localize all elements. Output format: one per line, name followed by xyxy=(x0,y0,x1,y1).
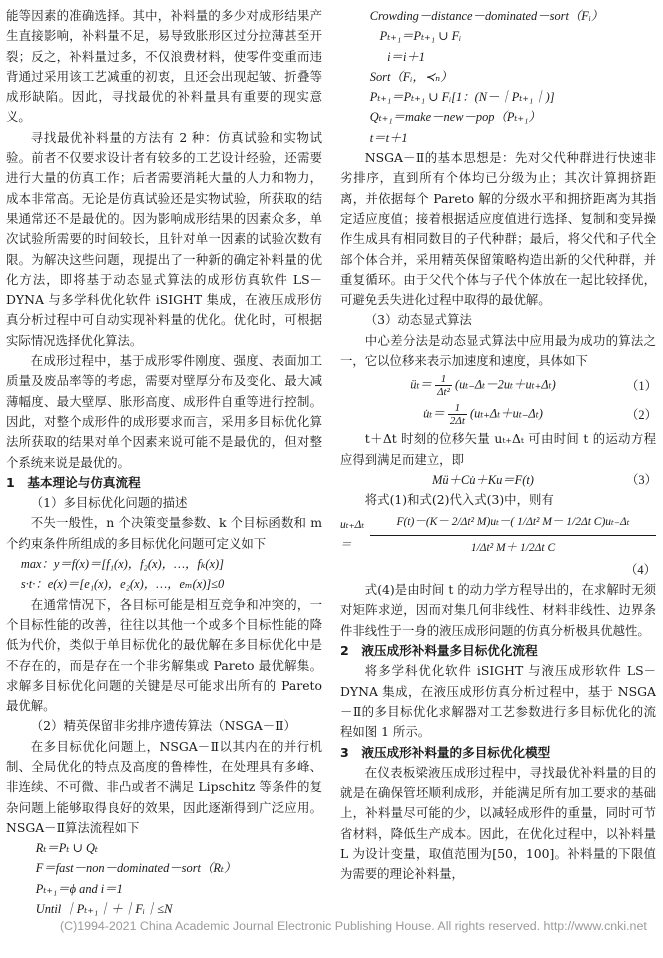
equation-1-rhs: (uₜ₋Δₜ－2uₜ＋uₜ₊Δₜ) xyxy=(454,377,556,392)
equation-number: （1） xyxy=(626,378,657,393)
equation-objective: max：y＝f(x)＝[f₁(x)，f₂(x)，…，fₖ(x)] xyxy=(20,557,224,572)
algorithm-line: Sort（Fᵢ，≺ₙ） xyxy=(369,69,453,84)
equation-1-lhs: üₜ＝ xyxy=(410,377,432,392)
equation-2-rhs: (uₜ₊Δₜ＋uₜ₋Δₜ) xyxy=(470,406,543,421)
paragraph: 将式(1)和式(2)代入式(3)中，则有 xyxy=(364,491,554,507)
equation-2 xyxy=(340,402,656,427)
subsection-heading: （1）多目标优化问题的描述 xyxy=(30,495,188,511)
paragraph: 不失一般性，n 个决策变量参数、k 个目标函数和 m 个约束条件所组成的多目标优化问题可定义如下 xyxy=(6,515,322,551)
paragraph: 式(4)是由时间 t 的动力学方程导出的，在求解时无须对矩阵求逆，因而对集几何非线性、材料非线性、边界条件非线性于一身的液压成形问题的仿真分析极具优越性。 xyxy=(340,582,656,638)
equation-4-numerator: F(t)－(K－ 2/Δt² M)uₜ－( 1/Δt² M－ 1/2Δt C)uₜ₋Δₜ xyxy=(370,512,656,535)
equation-number: （2） xyxy=(626,407,657,422)
equation-4 xyxy=(340,512,656,558)
paragraph: 在多目标优化问题上，NSGA－Ⅱ以其内在的并行机制、全局优化的特点及高度的鲁棒性，在处理具有多峰、非连续、不可微、非凸或者不满足 Lipschitz 等条件的复杂问题上能够取得良好的效果，因此逐渐得到广泛应用。NSGA－Ⅱ算法流程如下 xyxy=(6,738,322,835)
algorithm-line: t＝t＋1 xyxy=(369,130,408,145)
algorithm-line: Pₜ₊₁＝Pₜ₊₁ ∪ Fᵢ[1：(N－｜Pₜ₊₁｜)] xyxy=(369,90,555,105)
section-heading: 3 液压成形补料量的多目标优化模型 xyxy=(340,744,551,760)
equation-constraint: s·t·：e(x)＝[e₁(x)，e₂(x)，…，eₘ(x)]≤0 xyxy=(20,577,225,592)
equation-2-lhs: u̇ₜ＝ xyxy=(423,406,445,421)
equation-3 xyxy=(340,470,656,490)
algorithm-line: Pₜ₊₁＝ϕ and i＝1 xyxy=(35,881,123,896)
section-heading: 2 液压成形补料量多目标优化流程 xyxy=(340,643,538,659)
paragraph: NSGA－Ⅱ的基本思想是：先对父代种群进行快速非劣排序，直到所有个体均已分级为止；其次计算拥挤距离，并依据每个 Pareto 解的分级水平和拥挤距离为其指定适应度值；接着根据适应度值进行选择、复制和变异操作生成具有相同数目的子代种群；最后，将父代和子代全部个体合并，采用精英保留策略构造出新的父代种群，并重复循环。由于父代个体与子代个体放在一起比较择优，可避免丢失进化过程中取得的最优解。 xyxy=(340,150,656,308)
equation-4-lhs: uₜ₊Δₜ＝ xyxy=(340,518,365,552)
section-heading: 1 基本理论与仿真流程 xyxy=(6,474,141,490)
paragraph: t＋Δt 时刻的位移矢量 uₜ₊Δₜ 可由时间 t 的运动方程应得到满足而建立，即 xyxy=(340,431,656,467)
subsection-heading: （3）动态显式算法 xyxy=(364,312,472,328)
left-column xyxy=(6,6,322,919)
algorithm-line: F＝fast－non－dominated－sort（Rₜ） xyxy=(35,861,237,876)
algorithm-line: Until ｜Pₜ₊₁｜＋｜Fᵢ｜≤N xyxy=(35,902,173,917)
paragraph: 在仪表板梁液压成形过程中，寻找最优补料量的目的就是在确保管坯顺利成形，并能满足所有加工要求的基础上，补料量尽可能的少，以减轻成形件的重量，同时可节省材料，降低生产成本。因此，在优化过程中，以补料量 L 为设计变量，取值范围为[50，100]。补料量的下限值为需要的理论补料量， xyxy=(340,764,656,882)
algorithm-line: Qₜ₊₁＝make－new－pop（Pₜ₊₁） xyxy=(369,110,541,125)
subsection-heading: （2）精英保留非劣排序遗传算法（NSGA－Ⅱ） xyxy=(30,718,296,734)
paragraph: 在成形过程中，基于成形零件刚度、强度、表面加工质量及废品率等的考虑，需要对壁厚分布及变化、最大减薄幅度、最大壁厚、胀形高度、成形件自重等进行控制。因此，对整个成形件的成形要求而言，采用多目标优化算法所获取的结果对单个因素来说可能不是最优的，但对整个系统来说是最优的。 xyxy=(6,353,322,470)
equation-1 xyxy=(340,373,656,398)
right-column xyxy=(340,6,656,885)
equation-number: （3） xyxy=(626,472,657,487)
copyright-footer: (C)1994-2021 China Academic Journal Electronic Publishing House. All rights reserved. http://www.cnki.net xyxy=(60,919,647,933)
paragraph: 能等因素的准确选择。其中，补料量的多少对成形结果产生直接影响，补料量不足，易导致胀形区过分拉薄甚至开裂；反之，补料量过多，不仅浪费材料，使零件变重而违背通过采用该工艺减重的初衷，且还会出现起皱、折叠等成形缺陷。因此，寻找最优的补料量具有重要的现实意义。 xyxy=(6,8,322,125)
equation-4-denominator: 1/Δt² M＋ 1/2Δt C xyxy=(470,541,556,554)
equation-3-body: Mü＋Cu̇＋Ku＝F(t) xyxy=(432,472,534,487)
fraction: $\frac{1}{2\Delta t}$ xyxy=(449,402,465,428)
paragraph: 中心差分法是动态显式算法中应用最为成功的算法之一，它以位移来表示加速度和速度，具体如下 xyxy=(340,332,656,369)
paragraph: 在通常情况下，各目标可能是相互竞争和冲突的，一个目标性能的改善，往往以其他一个或多个目标性能的降低为代价，类似于单目标优化的最优解在多目标优化中是不存在的，而是存在一个非劣解集或 Pareto 最优解集。求解多目标优化问题的关键是尽可能求出所有的 Pareto 最优解。 xyxy=(6,596,322,714)
paragraph: 将多学科优化软件 iSIGHT 与液压成形软件 LS－DYNA 集成，在液压成形仿真分析过程中，基于 NSGA－Ⅱ的多目标优化求解器对工艺参数进行多目标优化的流程如图 1 所示。 xyxy=(340,663,656,740)
algorithm-line: i＝i＋1 xyxy=(387,49,425,64)
algorithm-line: Crowding－distance－dominated－sort（Fᵢ） xyxy=(369,9,604,23)
equation-number: （4） xyxy=(625,562,656,577)
algorithm-line: Rₜ＝Pₜ ∪ Qₜ xyxy=(35,841,98,856)
fraction: $\frac{1}{\text{Δt²}}$ xyxy=(437,373,450,399)
algorithm-line: Pₜ₊₁＝Pₜ₊₁ ∪ Fᵢ xyxy=(379,29,462,44)
paragraph: 寻找最优补料量的方法有 2 种：仿真试验和实物试验。前者不仅要求设计者有较多的工艺设计经验，还需要进行大量的仿真工作；后者需要消耗大量的人力和物力，成本非常高。无论是仿真试验还是实物试验，所获取的结果通常还不是最优的。因为影响成形结果的因素众多，单次试验所需要的时间较长，且针对单一因素的试验次数有限。为解决这些问题，现提出了一种新的确定补料量的优化方法，即将基于动态显式算法的成形仿真软件 LS－DYNA 与多学科优化软件 iSIGHT 集成，在液压成形仿真分析过程中可自动实现补料量的优化。优化时，可根据实际情况选择优化算法。 xyxy=(6,129,322,348)
